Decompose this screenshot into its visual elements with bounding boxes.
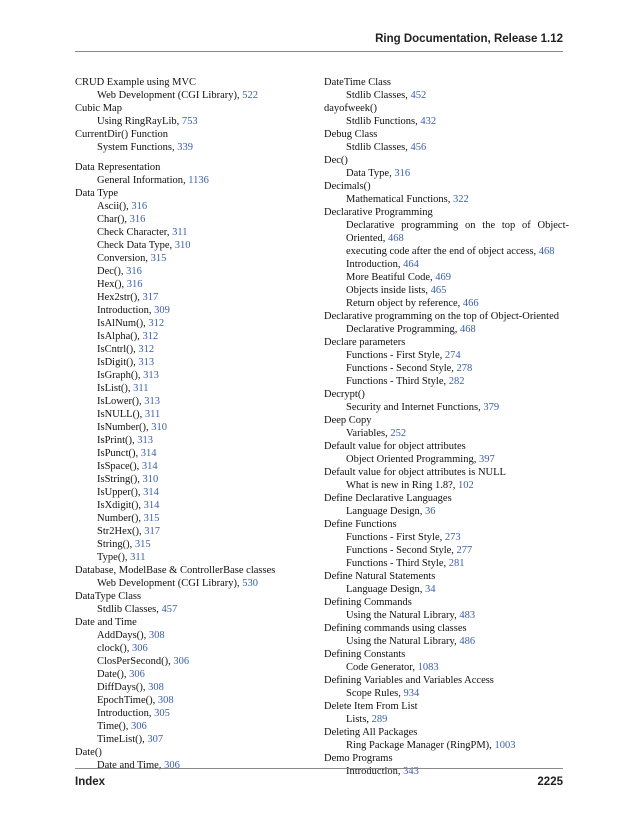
page-link[interactable]: 311: [133, 383, 149, 394]
index-subentry: [75, 421, 325, 434]
index-subentry: [324, 479, 569, 492]
index-subentry: [324, 167, 569, 180]
page-link[interactable]: 313: [144, 396, 160, 407]
entry-text: Stdlib Functions,: [346, 116, 421, 127]
index-term: [324, 466, 569, 479]
index-subentry: [75, 200, 325, 213]
entry-text: Date and Time: [75, 617, 137, 628]
page-link[interactable]: 468: [538, 246, 555, 257]
entry-text: Stdlib Classes,: [346, 142, 411, 153]
page-link[interactable]: 310: [151, 422, 167, 433]
page-link[interactable]: 314: [143, 487, 159, 498]
entry-text: Default value for object attributes: [324, 441, 466, 452]
entry-text: Define Declarative Languages: [324, 493, 452, 504]
index-term: [75, 161, 325, 174]
page-header-title: Ring Documentation, Release 1.12: [375, 33, 563, 45]
entry-text: IsPunct(),: [97, 448, 141, 459]
index-term: [324, 76, 569, 89]
entry-text: Data Type,: [346, 168, 395, 179]
page-link[interactable]: 379: [483, 402, 500, 413]
entry-text: Declarative programming on the top of Object-Oriented,: [346, 220, 569, 244]
entry-text: Object Oriented Programming,: [346, 454, 479, 465]
entry-text: Functions - First Style,: [346, 350, 445, 361]
index-subentry: [75, 642, 325, 655]
page-link[interactable]: 313: [138, 357, 155, 368]
entry-text: Type(),: [97, 552, 131, 563]
index-term: [324, 726, 569, 739]
entry-text: Declarative programming on the top of Object-Oriented: [324, 311, 559, 322]
page-link[interactable]: 316: [126, 266, 142, 277]
entry-text: Str2Hex(),: [97, 526, 145, 537]
entry-text: Decimals(): [324, 181, 371, 192]
entry-text: CRUD Example using MVC: [75, 77, 197, 88]
entry-text: Language Design,: [346, 506, 426, 517]
entry-text: DiffDays(),: [97, 682, 149, 693]
index-subentry: [324, 557, 569, 570]
index-subentry: [75, 141, 325, 154]
index-subentry: [75, 629, 325, 642]
index-column-right: [324, 76, 569, 778]
index-subentry: [324, 661, 569, 674]
index-subentry: [75, 382, 325, 395]
footer-section-label: Index: [75, 776, 106, 788]
index-subentry: [324, 362, 569, 375]
index-subentry: [75, 460, 325, 473]
entry-text: Introduction,: [97, 708, 155, 719]
entry-text: IsAlpha(),: [97, 331, 143, 342]
entry-text: Data Representation: [75, 162, 161, 173]
page-link[interactable]: 483: [459, 610, 476, 621]
index-term: [75, 128, 325, 141]
entry-text: IsCntrl(),: [97, 344, 139, 355]
index-subentry: [324, 544, 569, 557]
page-link[interactable]: 307: [147, 734, 164, 745]
index-subentry: [75, 115, 325, 128]
index-subentry: [324, 271, 569, 284]
index-subentry: [324, 193, 569, 206]
page-link[interactable]: 306: [131, 643, 148, 654]
index-subentry: [324, 245, 569, 258]
page-link[interactable]: 457: [161, 604, 178, 615]
entry-text: AddDays(),: [97, 630, 149, 641]
entry-text: Date and Time,: [97, 760, 165, 771]
page-link[interactable]: 456: [410, 142, 427, 153]
index-term: [324, 570, 569, 583]
entry-text: Objects inside lists,: [346, 285, 431, 296]
entry-text: Using the Natural Library,: [346, 636, 460, 647]
index-term: [324, 154, 569, 167]
index-term: [324, 128, 569, 141]
entry-text: Database, ModelBase & ControllerBase classes: [75, 565, 276, 576]
entry-text: Functions - Second Style,: [346, 363, 457, 374]
entry-text: System Functions,: [97, 142, 178, 153]
entry-text: Delete Item From List: [324, 701, 418, 712]
entry-text: Number(),: [97, 513, 144, 524]
index-term: [75, 564, 325, 577]
entry-text: DateTime Class: [324, 77, 391, 88]
index-term: [75, 76, 325, 89]
entry-text: Defining Commands: [324, 597, 412, 608]
entry-text: Ascii(),: [97, 201, 132, 212]
index-subentry: [75, 486, 325, 499]
index-subentry: [75, 291, 325, 304]
entry-text: IsSpace(),: [97, 461, 142, 472]
index-term: [75, 187, 325, 200]
index-subentry: [324, 427, 569, 440]
entry-text: Code Generator,: [346, 662, 418, 673]
page-link[interactable]: 468: [460, 324, 476, 335]
page-link[interactable]: 1003: [494, 740, 516, 751]
page-link[interactable]: 308: [148, 682, 164, 693]
index-term: [324, 388, 569, 401]
entry-text: Functions - First Style,: [346, 532, 445, 543]
page-link[interactable]: 468: [388, 233, 404, 244]
entry-text: Stdlib Classes,: [346, 90, 411, 101]
page-link[interactable]: 282: [448, 376, 465, 387]
entry-text: Return object by reference,: [346, 298, 463, 309]
page-link[interactable]: 309: [154, 305, 170, 316]
page-link[interactable]: 314: [141, 461, 158, 472]
page-link[interactable]: 317: [144, 526, 160, 537]
page-link[interactable]: 281: [448, 558, 465, 569]
index-subentry: [324, 531, 569, 544]
index-subentry: [324, 739, 569, 752]
index-term: [75, 102, 325, 115]
index-subentry: [75, 681, 325, 694]
entry-text: Dec(),: [97, 266, 127, 277]
entry-text: IsPrint(),: [97, 435, 138, 446]
index-term: [75, 616, 325, 629]
entry-text: Demo Programs: [324, 753, 393, 764]
index-subentry: [75, 226, 325, 239]
index-term: [324, 518, 569, 531]
index-column-left: [75, 76, 325, 772]
page-link[interactable]: 274: [444, 350, 461, 361]
entry-text: Declarative Programming,: [346, 324, 461, 335]
index-term: [324, 180, 569, 193]
entry-text: IsXdigit(),: [97, 500, 144, 511]
entry-text: More Beatiful Code,: [346, 272, 436, 283]
index-subentry: [324, 115, 569, 128]
index-subentry: [324, 141, 569, 154]
page-link[interactable]: 306: [164, 760, 180, 771]
index-term: [75, 746, 325, 759]
index-term: [324, 700, 569, 713]
entry-text: Using RingRayLib,: [97, 116, 182, 127]
index-subentry: [324, 349, 569, 362]
page-link[interactable]: 339: [177, 142, 193, 153]
index-subentry: [75, 343, 325, 356]
index-subentry: [324, 609, 569, 622]
page-link[interactable]: 308: [157, 695, 174, 706]
page-link[interactable]: 312: [142, 331, 159, 342]
entry-text: Using the Natural Library,: [346, 610, 460, 621]
entry-text: Declare parameters: [324, 337, 406, 348]
entry-text: Introduction,: [346, 766, 404, 777]
index-subentry: [324, 713, 569, 726]
page-link[interactable]: 486: [459, 636, 476, 647]
index-subentry: [75, 89, 325, 102]
entry-text: Conversion,: [97, 253, 151, 264]
index-subentry: [75, 551, 325, 564]
entry-text: Cubic Map: [75, 103, 122, 114]
entry-text: IsNULL(),: [97, 409, 145, 420]
index-subentry: [75, 434, 325, 447]
header-divider: [75, 51, 563, 52]
entry-text: General Information,: [97, 175, 189, 186]
index-term: [75, 590, 325, 603]
page-link[interactable]: 102: [457, 480, 474, 491]
entry-text: ClosPerSecond(),: [97, 656, 174, 667]
entry-text: EpochTime(),: [97, 695, 158, 706]
entry-text: Declarative Programming: [324, 207, 433, 218]
index-term: [324, 102, 569, 115]
index-term: [324, 622, 569, 635]
entry-text: IsUpper(),: [97, 487, 144, 498]
entry-text: Lists,: [346, 714, 372, 725]
index-term: [324, 596, 569, 609]
page-link[interactable]: 252: [390, 428, 407, 439]
index-subentry: [75, 577, 325, 590]
index-subentry: [75, 668, 325, 681]
index-subentry: [324, 375, 569, 388]
index-subentry: [75, 356, 325, 369]
index-subentry: [324, 401, 569, 414]
page-link[interactable]: 311: [130, 552, 146, 563]
page-link[interactable]: 36: [425, 506, 436, 517]
entry-text: Defining commands using classes: [324, 623, 467, 634]
index-subentry: [75, 265, 325, 278]
entry-text: IsLower(),: [97, 396, 145, 407]
entry-text: Stdlib Classes,: [97, 604, 162, 615]
index-term: [324, 440, 569, 453]
page-link[interactable]: 315: [143, 513, 160, 524]
page-link[interactable]: 34: [425, 584, 436, 595]
index-subentry: [75, 525, 325, 538]
page-link[interactable]: 317: [142, 292, 159, 303]
index-term: [324, 648, 569, 661]
index-subentry: [75, 499, 325, 512]
index-subentry: [75, 304, 325, 317]
page-link[interactable]: 314: [143, 500, 160, 511]
index-subentry: [324, 323, 569, 336]
index-subentry: [75, 174, 325, 187]
page-link[interactable]: 469: [435, 272, 451, 283]
entry-text: Introduction,: [346, 259, 404, 270]
index-subentry: [75, 330, 325, 343]
entry-text: IsDigit(),: [97, 357, 139, 368]
entry-text: dayofweek(): [324, 103, 378, 114]
entry-text: Functions - Second Style,: [346, 545, 457, 556]
page-link[interactable]: 314: [140, 448, 157, 459]
entry-text: Ring Package Manager (RingPM),: [346, 740, 495, 751]
entry-text: Defining Constants: [324, 649, 406, 660]
index-subentry: [75, 707, 325, 720]
index-subentry: [324, 687, 569, 700]
page-link[interactable]: 316: [126, 279, 143, 290]
entry-text: Defining Variables and Variables Access: [324, 675, 494, 686]
index-subentry: [324, 89, 569, 102]
index-term: [324, 310, 569, 323]
page-link[interactable]: 306: [173, 656, 190, 667]
index-subentry: [75, 694, 325, 707]
entry-text: DataType Class: [75, 591, 142, 602]
index-subentry: [324, 258, 569, 271]
page-link[interactable]: 397: [478, 454, 495, 465]
index-subentry: [75, 759, 325, 772]
page-link[interactable]: 466: [462, 298, 479, 309]
page-link[interactable]: 289: [371, 714, 388, 725]
entry-text: IsNumber(),: [97, 422, 152, 433]
index-term: [324, 206, 569, 219]
index-subentry: [324, 765, 569, 778]
page-link[interactable]: 273: [444, 532, 461, 543]
page-link[interactable]: 313: [143, 370, 159, 381]
index-subentry: [75, 369, 325, 382]
entry-text: Functions - Third Style,: [346, 558, 449, 569]
index-subentry: [75, 655, 325, 668]
page-link[interactable]: 934: [403, 688, 420, 699]
entry-text: Char(),: [97, 214, 130, 225]
index-subentry: [75, 473, 325, 486]
entry-text: String(),: [97, 539, 135, 550]
page-link[interactable]: 432: [420, 116, 437, 127]
page-link[interactable]: 452: [410, 90, 427, 101]
entry-text: Deep Copy: [324, 415, 372, 426]
page-link[interactable]: 343: [403, 766, 419, 777]
entry-text: Time(),: [97, 721, 132, 732]
index-term: [324, 752, 569, 765]
entry-text: Check Data Type,: [97, 240, 175, 251]
index-subentry: [75, 317, 325, 330]
entry-text: Date(): [75, 747, 102, 758]
page-link[interactable]: 465: [430, 285, 447, 296]
index-subentry: [324, 453, 569, 466]
page-link[interactable]: 306: [131, 721, 147, 732]
entry-text: IsGraph(),: [97, 370, 144, 381]
index-subentry: [75, 278, 325, 291]
index-term: [324, 674, 569, 687]
index-subentry: [75, 512, 325, 525]
page-link[interactable]: 316: [394, 168, 411, 179]
index-subentry: [75, 720, 325, 733]
page-link[interactable]: 305: [154, 708, 170, 719]
index-subentry: [75, 395, 325, 408]
entry-text: Introduction,: [97, 305, 155, 316]
entry-text: Check Character,: [97, 227, 173, 238]
page-link[interactable]: 522: [242, 90, 258, 101]
entry-text: Functions - Third Style,: [346, 376, 449, 387]
page-link[interactable]: 753: [181, 116, 198, 127]
page-link[interactable]: 464: [403, 259, 419, 270]
index-subentry: [75, 603, 325, 616]
page-link[interactable]: 530: [242, 578, 258, 589]
entry-text: TimeList(),: [97, 734, 148, 745]
index-subentry: [75, 213, 325, 226]
page-link[interactable]: 311: [172, 227, 188, 238]
index-subentry: [75, 239, 325, 252]
footer-page-number: 2225: [537, 776, 563, 788]
index-subentry: [75, 447, 325, 460]
entry-text: Web Development (CGI Library),: [97, 90, 243, 101]
page-link[interactable]: 308: [148, 630, 165, 641]
page-link[interactable]: 316: [129, 214, 146, 225]
entry-text: IsAlNum(),: [97, 318, 149, 329]
index-subentry: [324, 583, 569, 596]
index-term: [324, 492, 569, 505]
index-subentry: [75, 538, 325, 551]
page-link[interactable]: 310: [174, 240, 191, 251]
page-link[interactable]: 315: [134, 539, 151, 550]
entry-text: Scope Rules,: [346, 688, 404, 699]
entry-text: Dec(): [324, 155, 348, 166]
entry-text: IsString(),: [97, 474, 143, 485]
entry-text: Deleting All Packages: [324, 727, 418, 738]
entry-text: Debug Class: [324, 129, 378, 140]
entry-text: Hex2str(),: [97, 292, 143, 303]
entry-text: Variables,: [346, 428, 391, 439]
page-link[interactable]: 310: [142, 474, 159, 485]
page-link[interactable]: 278: [456, 363, 473, 374]
page-link[interactable]: 1083: [417, 662, 439, 673]
page-link[interactable]: 306: [129, 669, 145, 680]
footer-divider: [75, 768, 563, 769]
entry-text: Security and Internet Functions,: [346, 402, 484, 413]
entry-text: Decrypt(): [324, 389, 365, 400]
entry-text: Default value for object attributes is NULL: [324, 467, 506, 478]
page-link[interactable]: 322: [453, 194, 469, 205]
entry-text: Hex(),: [97, 279, 127, 290]
page-link[interactable]: 315: [150, 253, 167, 264]
entry-text: Mathematical Functions,: [346, 194, 454, 205]
page-link[interactable]: 1136: [188, 175, 209, 186]
index-subentry: [324, 505, 569, 518]
entry-text: CurrentDir() Function: [75, 129, 169, 140]
page-link[interactable]: 277: [456, 545, 473, 556]
entry-text: Date(),: [97, 669, 130, 680]
index-subentry: [324, 635, 569, 648]
entry-text: What is new in Ring 1.8?,: [346, 480, 458, 491]
index-term: [324, 414, 569, 427]
entry-text: Language Design,: [346, 584, 426, 595]
entry-text: Web Development (CGI Library),: [97, 578, 243, 589]
page-link[interactable]: 316: [131, 201, 148, 212]
entry-text: Define Natural Statements: [324, 571, 436, 582]
entry-text: Define Functions: [324, 519, 397, 530]
entry-text: executing code after the end of object access,: [346, 246, 539, 257]
entry-text: Data Type: [75, 188, 119, 199]
page-link[interactable]: 312: [138, 344, 155, 355]
index-subentry: [324, 219, 569, 245]
index-subentry: [75, 408, 325, 421]
entry-text: IsList(),: [97, 383, 134, 394]
index-subentry: [324, 284, 569, 297]
index-subentry: [75, 733, 325, 746]
index-subentry: [324, 297, 569, 310]
index-subentry: [75, 252, 325, 265]
page-link[interactable]: 313: [137, 435, 153, 446]
page-link[interactable]: 312: [148, 318, 165, 329]
page-link[interactable]: 311: [144, 409, 161, 420]
index-term: [324, 336, 569, 349]
entry-text: clock(),: [97, 643, 132, 654]
